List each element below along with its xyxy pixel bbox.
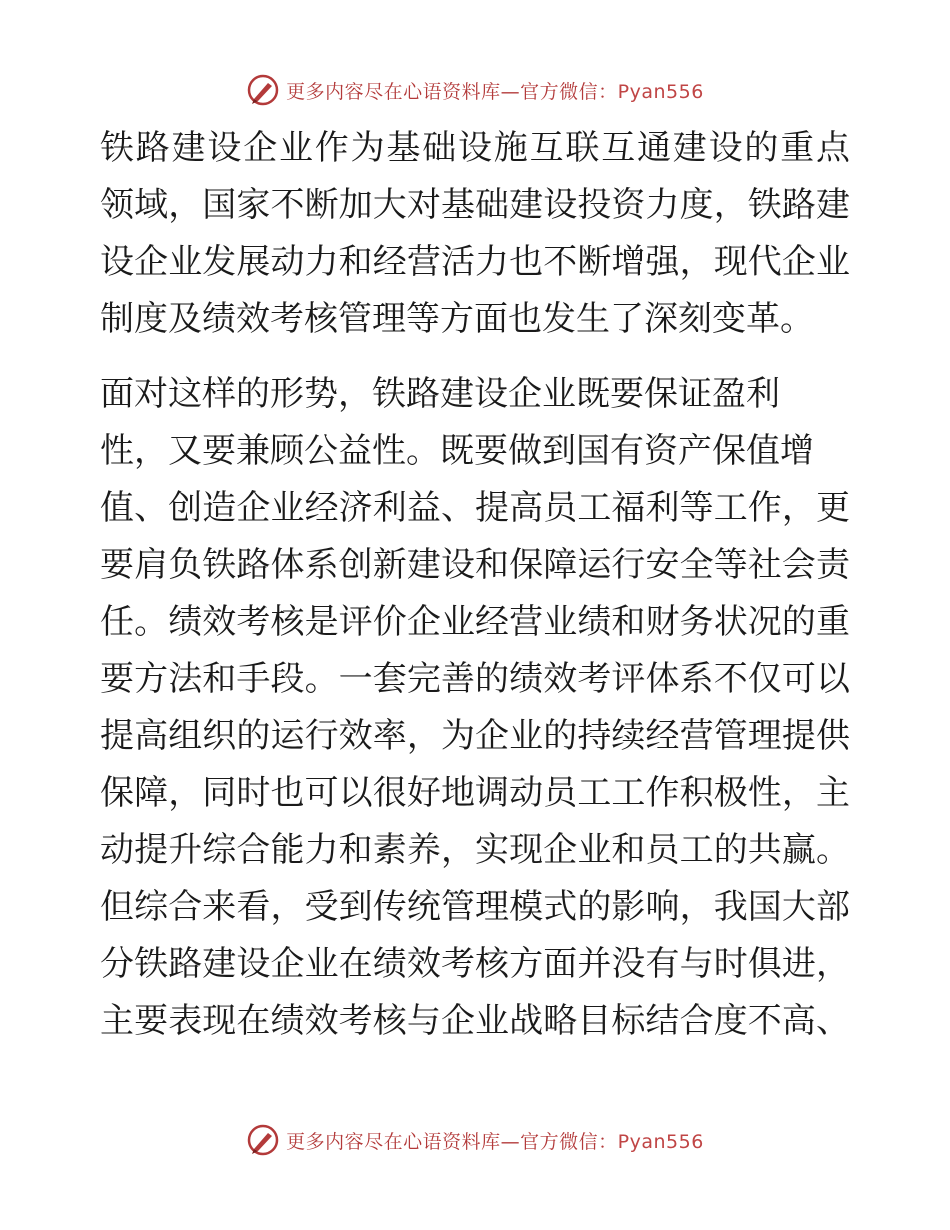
footer-wechat-id: Pyan556 [617, 1130, 704, 1153]
header-text [286, 77, 704, 104]
text-line: 要方法和手段。一套完善的绩效考评体系不仅可以 [100, 659, 850, 699]
text-line: 铁路建设企业作为基础设施互联互通建设的重点 [100, 128, 850, 168]
text-line: 值、创造企业经济利益、提高员工福利等工作，更 [100, 488, 850, 528]
text-line: 面对这样的形势，铁路建设企业既要保证盈利 [100, 374, 780, 414]
text-line: 主要表现在绩效考核与企业战略目标结合度不高、 [100, 1001, 850, 1041]
text-line: 分铁路建设企业在绩效考核方面并没有与时俱进， [100, 944, 850, 984]
pen-logo-icon [246, 1123, 280, 1157]
paragraph-1 [100, 120, 850, 348]
text-line: 动提升综合能力和素养，实现企业和员工的共赢。 [100, 830, 850, 870]
text-line: 领域，国家不断加大对基础建设投资力度，铁路建 [100, 185, 850, 225]
paragraph-2 [100, 366, 850, 1050]
text-line: 设企业发展动力和经营活力也不断增强，现代企业 [100, 242, 850, 282]
text-line: 提高组织的运行效率，为企业的持续经营管理提供 [100, 716, 850, 756]
text-line: 保障，同时也可以很好地调动员工工作积极性，主 [100, 773, 850, 813]
footer-banner [0, 1120, 950, 1160]
header-banner [0, 70, 950, 110]
text-line: 要肩负铁路体系创新建设和保障运行安全等社会责 [100, 545, 850, 585]
pen-logo-icon [246, 73, 280, 107]
header-caption: 更多内容尽在心语资料库—官方微信： [286, 80, 618, 103]
text-line: 任。绩效考核是评价企业经营业绩和财务状况的重 [100, 602, 850, 642]
text-line: 但综合来看，受到传统管理模式的影响，我国大部 [100, 887, 850, 927]
footer-text [286, 1127, 704, 1154]
footer-caption: 更多内容尽在心语资料库—官方微信： [286, 1130, 618, 1153]
document-body [100, 120, 850, 1050]
header-wechat-id: Pyan556 [617, 80, 704, 103]
text-line: 制度及绩效考核管理等方面也发生了深刻变革。 [100, 299, 814, 339]
text-line: 性，又要兼顾公益性。既要做到国有资产保值增 [100, 431, 814, 471]
